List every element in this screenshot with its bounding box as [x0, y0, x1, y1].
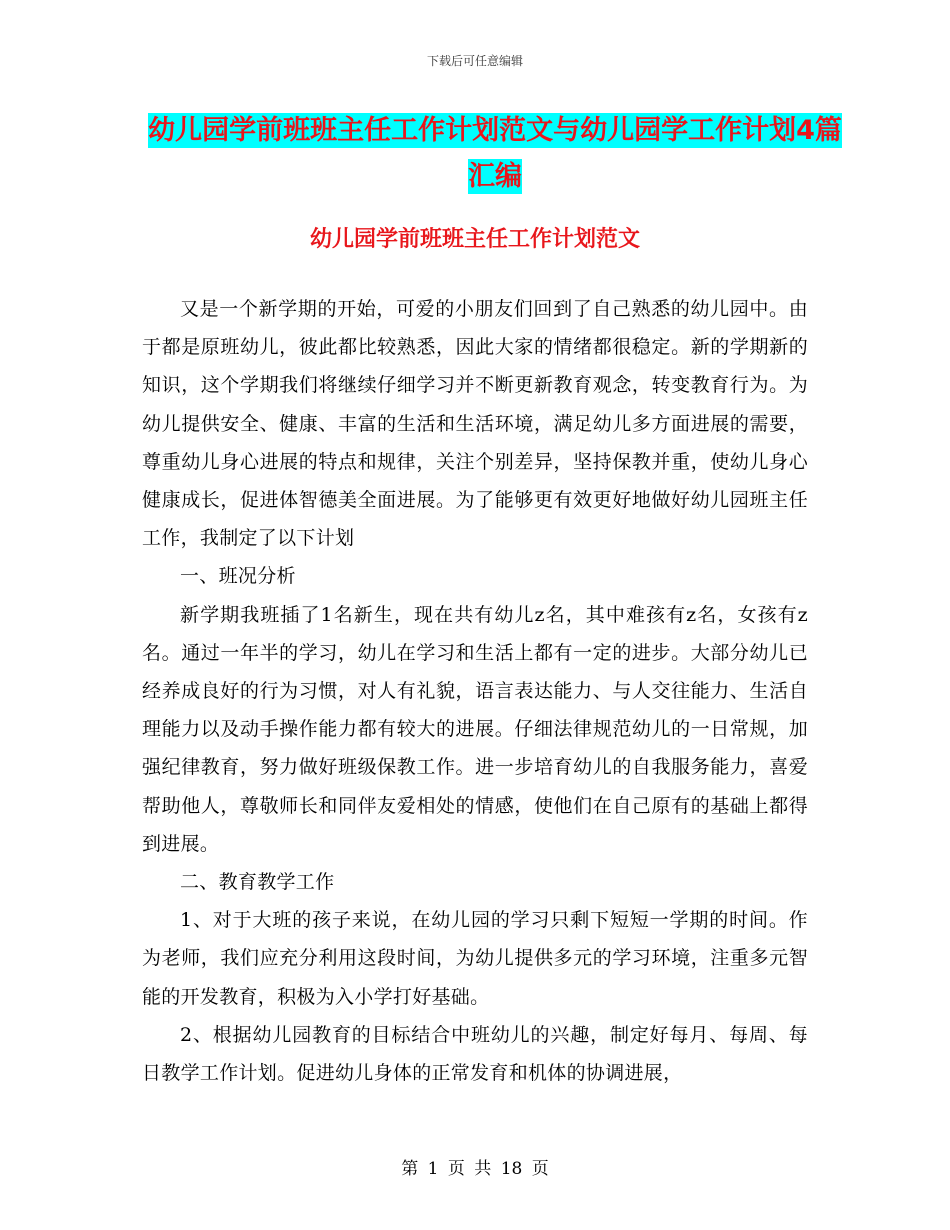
- heading-teaching-work: 二、教育教学工作: [180, 871, 335, 894]
- page-number-footer: 第 1 页 共 18 页: [401, 1159, 549, 1179]
- heading-class-analysis: 一、班况分析: [180, 565, 296, 588]
- section-title: 幼儿园学前班班主任工作计划范文: [309, 227, 640, 252]
- document-title-text: 幼儿园学前班班主任工作计划范文与幼儿园学工作计划4篇汇编: [148, 115, 842, 192]
- document-title: [140, 108, 850, 200]
- document-body: [142, 290, 808, 1092]
- paragraph-teaching-item-1: 1、对于大班的孩子来说，在幼儿园的学习只剩下短短一学期的时间。作为老师，我们应充分利用这段时间，为幼儿提供多元的学习环境，注重多元智能的开发教育，积极为入小学打好基础。: [142, 909, 808, 1008]
- paragraph-class-analysis: 新学期我班插了1名新生，现在共有幼儿z名，其中难孩有z名，女孩有z名。通过一年半的学习，幼儿在学习和生活上都有一定的进步。大部分幼儿已经养成良好的行为习惯，对人有礼貌，语言表达能力、与人交往能力、生活自理能力以及动手操作能力都有较大的进展。仔细法律规范幼儿的一日常规，加强纪律教育，努力做好班级保教工作。进一步培育幼儿的自我服务能力，喜爱帮助他人，尊敬师长和同伴友爱相处的情感，使他们在自己原有的基础上都得到进展。: [142, 603, 808, 855]
- header-note: 下载后可任意编辑: [426, 54, 523, 68]
- paragraph-intro: 又是一个新学期的开始，可爱的小朋友们回到了自己熟悉的幼儿园中。由于都是原班幼儿，彼此都比较熟悉，因此大家的情绪都很稳定。新的学期新的知识，这个学期我们将继续仔细学习并不断更新教育观念，转变教育行为。为幼儿提供安全、健康、丰富的生活和生活环境，满足幼儿多方面进展的需要，尊重幼儿身心进展的特点和规律，关注个别差异，坚持保教并重，使幼儿身心健康成长，促进体智德美全面进展。为了能够更有效更好地做好幼儿园班主任工作，我制定了以下计划: [142, 298, 808, 550]
- paragraph-teaching-item-2: 2、根据幼儿园教育的目标结合中班幼儿的兴趣，制定好每月、每周、每日教学工作计划。促进幼儿身体的正常发育和机体的协调进展，: [142, 1023, 808, 1085]
